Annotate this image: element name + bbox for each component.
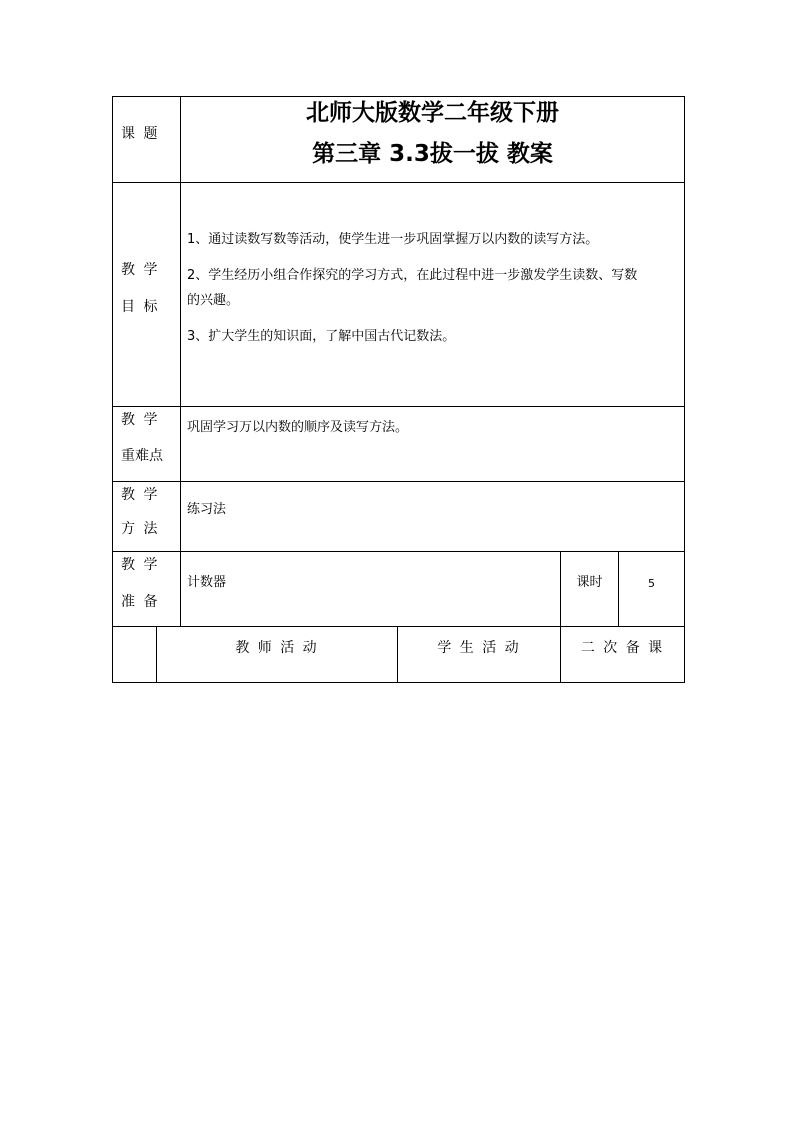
objectives-label-line-2: 目 标 xyxy=(121,299,160,315)
preparation-label-line-2: 准 备 xyxy=(121,594,160,610)
row-divider-2 xyxy=(112,406,685,407)
objective-item-2: 2、学生经历小组合作探究的学习方式，在此过程中进一步激发学生读数、写数 xyxy=(187,268,638,283)
method-label-line-2: 方 法 xyxy=(121,521,160,537)
row-divider-5 xyxy=(112,626,685,627)
method-text: 练习法 xyxy=(187,502,227,517)
key-points-label-line-1: 教 学 xyxy=(121,412,160,428)
lesson-title-line-1: 北师大版数学二年级下册 xyxy=(306,100,559,126)
objective-item-2-continued: 的兴趣。 xyxy=(187,293,240,308)
table-right-border xyxy=(684,96,685,683)
second-preparation-header: 二 次 备 课 xyxy=(580,640,665,656)
table-bottom-border xyxy=(112,682,685,683)
student-activity-header: 学 生 活 动 xyxy=(437,640,521,656)
row-divider-3 xyxy=(112,481,685,482)
objective-item-3: 3、扩大学生的知识面，了解中国古代记数法。 xyxy=(187,329,456,344)
lesson-title-line-2: 第三章 3.3拔一拔 教案 xyxy=(312,141,553,167)
method-label-line-1: 教 学 xyxy=(121,487,160,503)
key-points-label-line-2: 重难点 xyxy=(121,448,163,464)
objectives-label-line-1: 教 学 xyxy=(121,262,160,278)
row-divider-1 xyxy=(112,182,685,183)
preparation-text: 计数器 xyxy=(187,575,227,590)
objective-item-1: 1、通过读数写数等活动，使学生进一步巩固掌握万以内数的读写方法。 xyxy=(187,232,599,247)
preparation-label-line-1: 教 学 xyxy=(121,557,160,573)
teacher-activity-header: 教 师 活 动 xyxy=(235,640,319,656)
key-points-text: 巩固学习万以内数的顺序及读写方法。 xyxy=(187,420,409,435)
row-divider-4 xyxy=(112,551,685,552)
subject-label: 课 题 xyxy=(121,126,160,142)
label-column-divider xyxy=(180,96,181,626)
class-hours-value: 5 xyxy=(648,577,655,590)
class-hours-label: 课时 xyxy=(576,575,603,590)
table-left-border xyxy=(112,96,113,683)
